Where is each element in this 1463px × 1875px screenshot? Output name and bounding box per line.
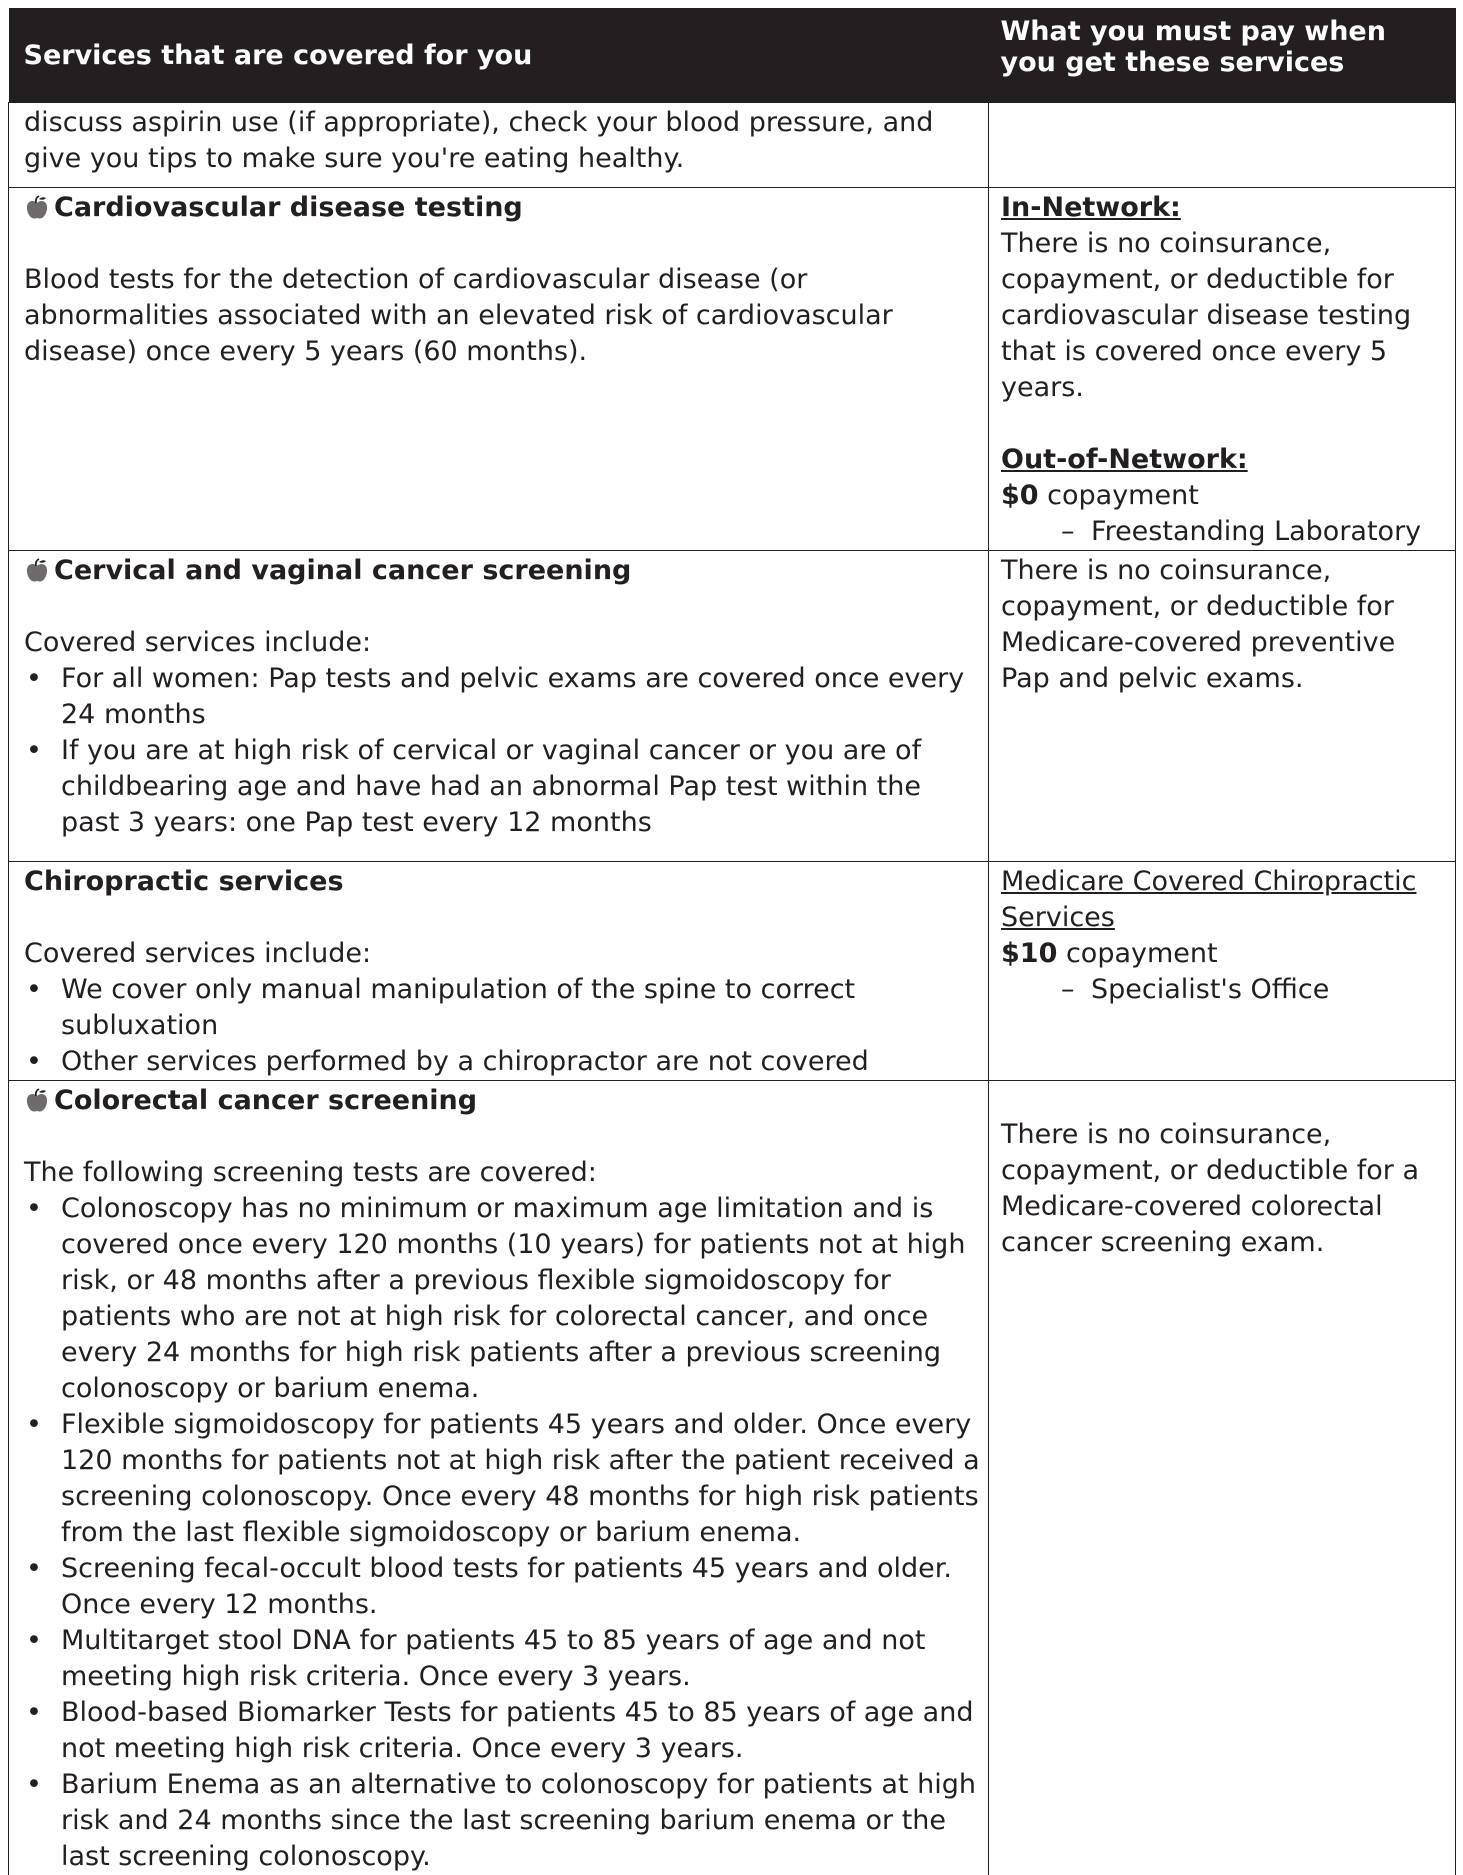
colorectal-title-text: Colorectal cancer screening xyxy=(54,1083,477,1119)
bullet-text: We cover only manual manipulation of the spine to correct subluxation xyxy=(61,974,855,1041)
chiro-title-text: Chiropractic services xyxy=(24,864,344,900)
list-item xyxy=(24,1044,980,1080)
place-of-service: Freestanding Laboratory xyxy=(1091,516,1421,547)
bullet-glyph: • xyxy=(24,1695,44,1731)
bullet-text: Colonoscopy has no minimum or maximum age limitation and is covered once every 120 months (10 years) for patients not at high risk, or 48 months after a previous flexible sigmoidoscopy for patients who are not at high risk for colorectal cancer, and once every 24 months for high risk patients after a previous screening colonoscopy or barium enema. xyxy=(61,1193,965,1404)
list-item xyxy=(24,661,980,733)
out-of-network-copay xyxy=(1001,478,1451,514)
bullet-text: Multitarget stool DNA for patients 45 to 85 years of age and not meeting high risk criteria. Once every 3 years. xyxy=(61,1625,925,1692)
colorectal-cost-text: There is no coinsurance, copayment, or deductible for a Medicare-covered colorectal cancer screening exam. xyxy=(1001,1117,1451,1261)
cervical-title-text: Cervical and vaginal cancer screening xyxy=(54,553,631,589)
bullet-glyph: • xyxy=(24,1623,44,1659)
chiro-service-cell xyxy=(9,862,989,1081)
cervical-service-cell xyxy=(9,551,989,862)
list-item xyxy=(24,1623,980,1695)
cardio-title xyxy=(24,190,980,226)
table-row xyxy=(9,188,1456,551)
place-of-service: Specialist's Office xyxy=(1091,974,1329,1005)
bullet-glyph: • xyxy=(24,1767,44,1803)
table-row xyxy=(9,103,1456,188)
out-of-network-label: Out-of-Network: xyxy=(1001,442,1451,478)
bullet-text: For all women: Pap tests and pelvic exams are covered once every 24 months xyxy=(61,663,964,730)
bullet-text: If you are at high risk of cervical or vaginal cancer or you are of childbearing age and have had an abnormal Pap test within the past 3 years: one Pap test every 12 months xyxy=(61,735,921,838)
bullet-glyph: • xyxy=(24,661,44,697)
copay-amount: $0 xyxy=(1001,480,1039,511)
list-item xyxy=(24,1767,980,1875)
bullet-text: Screening fecal-occult blood tests for patients 45 years and older. Once every 12 months. xyxy=(61,1553,952,1620)
table-row xyxy=(9,1081,1456,1875)
cardio-body: Blood tests for the detection of cardiovascular disease (or abnormalities associated with an elevated risk of cardiovascular disease) once every 5 years (60 months). xyxy=(24,262,980,370)
colorectal-cost-cell xyxy=(989,1081,1456,1875)
continuation-text xyxy=(9,103,989,188)
colorectal-bullet-list xyxy=(24,1191,980,1875)
bullet-glyph: • xyxy=(24,972,44,1008)
colorectal-title xyxy=(24,1083,980,1119)
table-row xyxy=(9,862,1456,1081)
continuation-paragraph: discuss aspirin use (if appropriate), check your blood pressure, and give you tips to make sure you're eating healthy. xyxy=(24,105,980,177)
chiro-copay xyxy=(1001,936,1451,972)
dash-glyph: – xyxy=(1061,514,1091,550)
chiro-bullet-list xyxy=(24,972,980,1080)
cervical-cost-cell xyxy=(989,551,1456,862)
list-item xyxy=(24,1407,980,1551)
chiro-place xyxy=(1001,972,1451,1008)
cervical-title xyxy=(24,553,980,589)
cardio-service-cell xyxy=(9,188,989,551)
chiro-cost-label: Medicare Covered Chiropractic Services xyxy=(1001,864,1451,936)
table-header-row xyxy=(9,8,1456,103)
apple-icon xyxy=(24,558,50,584)
table-row xyxy=(9,551,1456,862)
list-item xyxy=(24,1551,980,1623)
cardio-title-text: Cardiovascular disease testing xyxy=(54,190,523,226)
header-services-covered: Services that are covered for you xyxy=(9,8,989,103)
bullet-glyph: • xyxy=(24,1191,44,1227)
list-item xyxy=(24,972,980,1044)
bullet-glyph: • xyxy=(24,1044,44,1080)
header-what-you-pay: What you must pay when you get these services xyxy=(989,8,1456,103)
list-item xyxy=(24,1695,980,1767)
bullet-text: Blood-based Biomarker Tests for patients 45 to 85 years of age and not meeting high risk criteria. Once every 3 years. xyxy=(61,1697,973,1764)
list-item xyxy=(24,733,980,841)
cervical-bullet-list xyxy=(24,661,980,841)
in-network-text: There is no coinsurance, copayment, or deductible for cardiovascular disease testing that is covered once every 5 years. xyxy=(1001,226,1451,406)
chiro-cost-cell xyxy=(989,862,1456,1081)
bullet-glyph: • xyxy=(24,1551,44,1587)
cervical-intro: Covered services include: xyxy=(24,625,980,661)
bullet-glyph: • xyxy=(24,1407,44,1443)
list-item xyxy=(24,1191,980,1407)
apple-icon xyxy=(24,1088,50,1114)
apple-icon xyxy=(24,195,50,221)
chiro-title xyxy=(24,864,980,900)
bullet-text: Barium Enema as an alternative to colonoscopy for patients at high risk and 24 months since the last screening barium enema or the last screening colonoscopy. xyxy=(61,1769,976,1872)
copay-label: copayment xyxy=(1039,480,1199,511)
cervical-cost-text: There is no coinsurance, copayment, or deductible for Medicare-covered preventive Pap and pelvic exams. xyxy=(1001,553,1451,697)
cardio-cost-cell xyxy=(989,188,1456,551)
colorectal-intro: The following screening tests are covered: xyxy=(24,1155,980,1191)
copay-label: copayment xyxy=(1057,938,1217,969)
continuation-cost-cell xyxy=(989,103,1456,188)
dash-glyph: – xyxy=(1061,972,1091,1008)
colorectal-service-cell xyxy=(9,1081,989,1875)
bullet-glyph: • xyxy=(24,733,44,769)
benefits-table xyxy=(8,8,1456,1875)
in-network-label: In-Network: xyxy=(1001,190,1451,226)
bullet-text: Other services performed by a chiropractor are not covered xyxy=(61,1046,869,1077)
out-of-network-place xyxy=(1001,514,1451,550)
copay-amount: $10 xyxy=(1001,938,1057,969)
chiro-intro: Covered services include: xyxy=(24,936,980,972)
bullet-text: Flexible sigmoidoscopy for patients 45 years and older. Once every 120 months for patients not at high risk after the patient received a screening colonoscopy. Once every 48 months for high risk patients from the last flexible sigmoidoscopy or barium enema. xyxy=(61,1409,980,1548)
